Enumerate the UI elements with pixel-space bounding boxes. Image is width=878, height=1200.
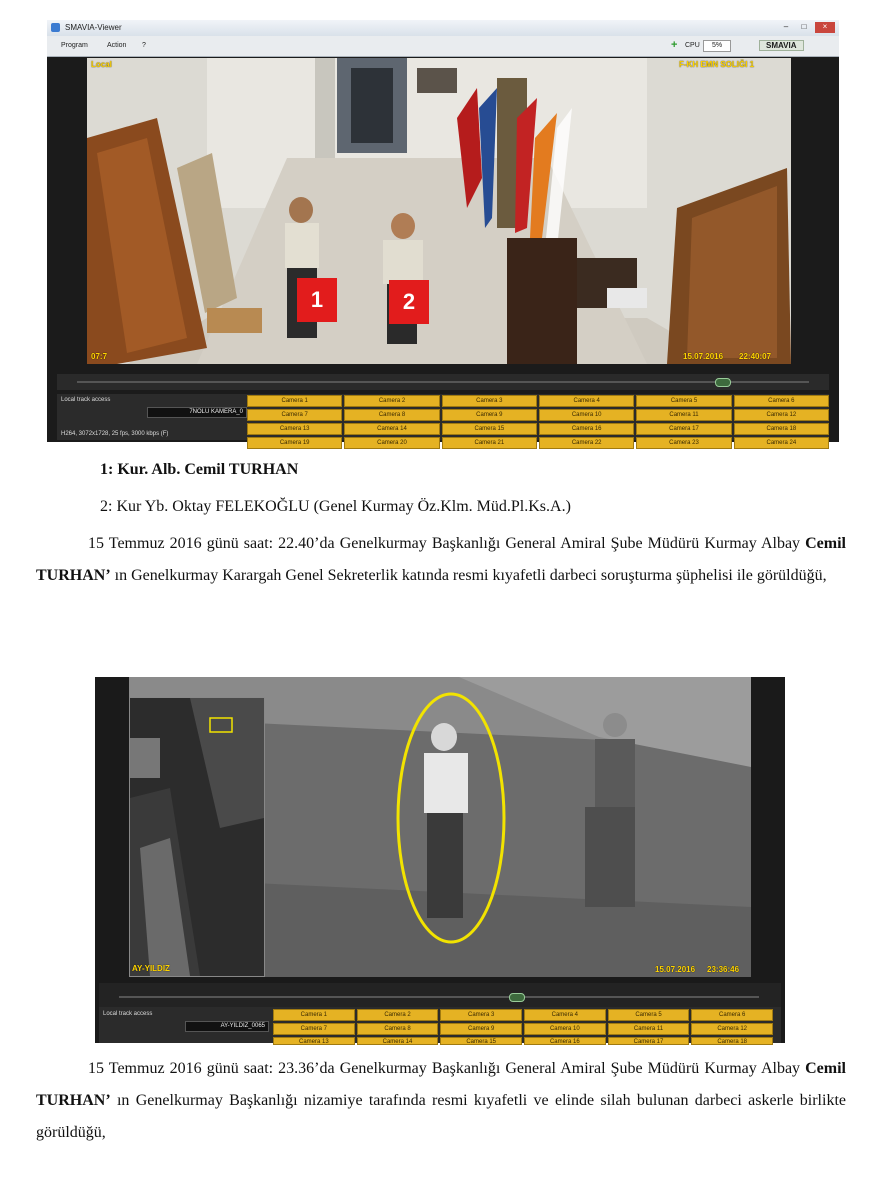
scene-source-label: Local: [91, 60, 112, 69]
panel-title-2: Local track access: [103, 1011, 153, 1017]
caption-person-2: 2: Kur Yb. Oktay FELEKOĞLU (Genel Kurmay Öz.Klm. Müd.Pl.Ks.A.): [100, 498, 571, 515]
camera-button[interactable]: Camera 20: [344, 437, 439, 449]
camera-button[interactable]: Camera 22: [539, 437, 634, 449]
scene2-time-stamp: 23:36:46: [707, 965, 740, 974]
stream-info: H264, 3072x1728, 25 fps, 3000 kbps (F): [61, 431, 169, 437]
camera-button[interactable]: Camera 2: [357, 1009, 439, 1021]
camera-button[interactable]: Camera 24: [734, 437, 829, 449]
camera-feed-1: [87, 58, 791, 364]
camera-button[interactable]: Camera 11: [608, 1023, 690, 1035]
camera-name-field-2[interactable]: AY-YILDIZ_0065: [185, 1021, 269, 1032]
camera-scene-1: [87, 58, 791, 364]
paragraph-2-text-b: ın Genelkurmay Başkanlığı nizamiye tarafında resmi kıyafetli ve elinde silah bulunan darbeci askerle birlikte görüldüğü,: [36, 1092, 846, 1141]
camera-button-grid-1: [247, 395, 829, 449]
scene-camera-label: F-KH EMN SOLIĞI 1: [679, 60, 755, 69]
scene-date-stamp: 15.07.2016: [683, 352, 724, 361]
menu-action[interactable]: Action: [107, 42, 127, 49]
paragraph-1: [36, 528, 846, 592]
camera-button[interactable]: Camera 16: [539, 423, 634, 435]
camera-button[interactable]: Camera 9: [440, 1023, 522, 1035]
panel-title: Local track access: [61, 397, 111, 403]
camera-button[interactable]: Camera 13: [273, 1037, 355, 1045]
minimize-button[interactable]: –: [783, 22, 789, 31]
paragraph-2-text-a: 15 Temmuz 2016 günü saat: 23.36’da Genelkurmay Başkanlığı General Amiral Şube Müdürü Kurmay Albay: [88, 1060, 806, 1077]
camera-button[interactable]: Camera 6: [734, 395, 829, 407]
camera-button[interactable]: Camera 1: [247, 395, 342, 407]
person-marker-1: 1: [297, 278, 337, 322]
camera-button[interactable]: Camera 12: [691, 1023, 773, 1035]
camera-name-field[interactable]: 7NOLU KAMERA_0: [147, 407, 247, 418]
camera-button[interactable]: Camera 21: [442, 437, 537, 449]
timeline-handle-2[interactable]: [509, 993, 525, 1002]
camera-button[interactable]: Camera 2: [344, 395, 439, 407]
paragraph-2: [36, 1053, 846, 1149]
camera-button-grid-2: [273, 1009, 773, 1045]
paragraph-1-name: Cemil TURHAN’: [36, 535, 846, 584]
paragraph-1-text-a: 15 Temmuz 2016 günü saat: 22.40’da Genelkurmay Başkanlığı General Amiral Şube Müdürü Kurmay Albay: [88, 535, 806, 552]
camera-button[interactable]: Camera 3: [442, 395, 537, 407]
cpu-value: 5%: [703, 40, 731, 52]
person-marker-2: 2: [389, 280, 429, 324]
window-title: SMAVIA-Viewer: [65, 23, 122, 32]
timeline-handle[interactable]: [715, 378, 731, 387]
camera-button[interactable]: Camera 7: [247, 409, 342, 421]
app-icon: [51, 23, 60, 32]
inset-scene: [130, 698, 264, 976]
inset-camera-view: [129, 697, 265, 977]
camera-button[interactable]: Camera 12: [734, 409, 829, 421]
camera-button[interactable]: Camera 3: [440, 1009, 522, 1021]
camera-button[interactable]: Camera 14: [357, 1037, 439, 1045]
camera-button[interactable]: Camera 7: [273, 1023, 355, 1035]
camera-button[interactable]: Camera 4: [539, 395, 634, 407]
camera-button[interactable]: Camera 14: [344, 423, 439, 435]
camera-button[interactable]: Camera 15: [440, 1037, 522, 1045]
camera-button[interactable]: Camera 4: [524, 1009, 606, 1021]
brand-logo: SMAVIA: [759, 40, 804, 51]
menu-program[interactable]: Program: [61, 42, 88, 49]
caption-person-1: 1: Kur. Alb. Cemil TURHAN: [100, 461, 299, 478]
camera-button[interactable]: Camera 5: [608, 1009, 690, 1021]
camera-button[interactable]: Camera 18: [734, 423, 829, 435]
camera-button[interactable]: Camera 10: [524, 1023, 606, 1035]
camera-button[interactable]: Camera 17: [608, 1037, 690, 1045]
control-panel-1: [57, 394, 829, 446]
scene-corner-stamp: 07:7: [91, 352, 108, 361]
camera-button[interactable]: Camera 13: [247, 423, 342, 435]
scene2-date-stamp: 15.07.2016: [655, 965, 696, 974]
camera-button[interactable]: Camera 1: [273, 1009, 355, 1021]
timeline-slider-1[interactable]: [57, 374, 829, 390]
camera-button[interactable]: Camera 16: [524, 1037, 606, 1045]
camera-button[interactable]: Camera 8: [344, 409, 439, 421]
scene-time-stamp: 22:40:07: [739, 352, 772, 361]
timeline-track-2: [119, 996, 759, 998]
camera-button[interactable]: Camera 17: [636, 423, 731, 435]
camera-button[interactable]: Camera 6: [691, 1009, 773, 1021]
camera-button[interactable]: Camera 10: [539, 409, 634, 421]
camera-button[interactable]: Camera 23: [636, 437, 731, 449]
window-title-bar: [47, 20, 839, 37]
cctv-viewer-window-2: [95, 677, 785, 1043]
paragraph-2-name: Cemil TURHAN’: [36, 1060, 846, 1109]
paragraph-1-text-b: ın Genelkurmay Karargah Genel Sekreterlik katında resmi kıyafetli darbeci soruşturma şüphelisi ile görüldüğü,: [110, 567, 827, 584]
close-button[interactable]: ×: [815, 22, 835, 33]
cctv-viewer-window-1: [47, 20, 839, 446]
camera-button[interactable]: Camera 11: [636, 409, 731, 421]
camera-button[interactable]: Camera 5: [636, 395, 731, 407]
camera-button[interactable]: Camera 8: [357, 1023, 439, 1035]
plus-icon[interactable]: +: [671, 39, 678, 51]
menu-help[interactable]: ?: [142, 42, 146, 49]
camera-feed-2: [129, 677, 751, 977]
menu-bar: [47, 36, 839, 57]
cpu-label: CPU: [685, 42, 700, 49]
control-panel-2: [99, 1007, 781, 1043]
camera-button[interactable]: Camera 9: [442, 409, 537, 421]
camera-button[interactable]: Camera 18: [691, 1037, 773, 1045]
maximize-button[interactable]: □: [801, 22, 807, 31]
camera-button[interactable]: Camera 15: [442, 423, 537, 435]
camera-button[interactable]: Camera 19: [247, 437, 342, 449]
inset-label: AY-YILDIZ: [132, 964, 170, 973]
timeline-track: [77, 381, 809, 383]
